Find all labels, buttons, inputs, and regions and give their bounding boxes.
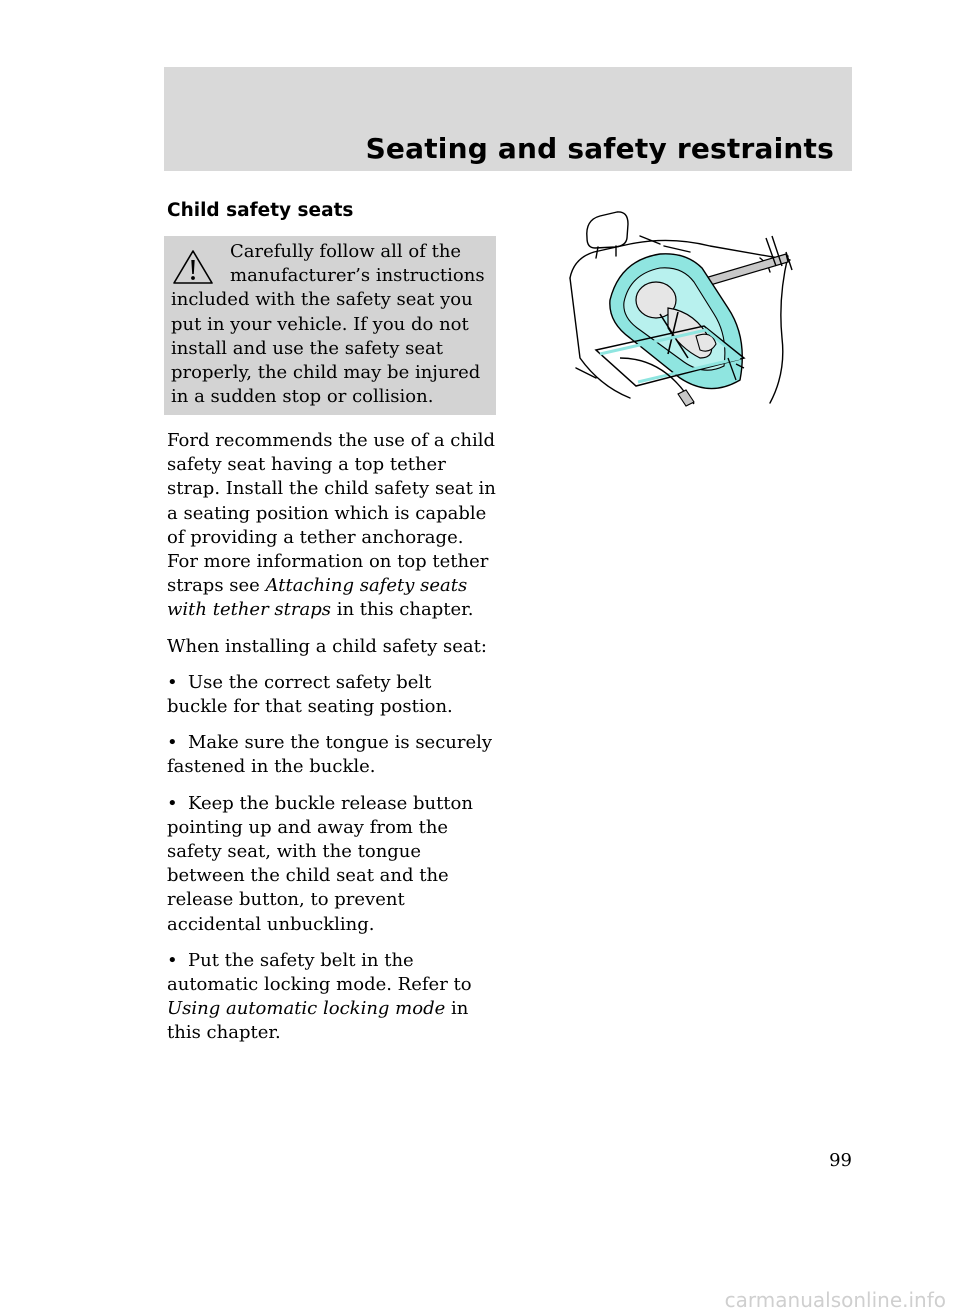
bullet-item [167, 792, 497, 937]
bullet-item [167, 671, 497, 719]
bullet-icon: • [167, 732, 178, 754]
paragraph-text: in this chapter. [330, 599, 474, 621]
child-safety-seat-illustration [560, 208, 840, 413]
page-header [164, 67, 852, 171]
page-title: Seating and safety restraints [365, 132, 834, 165]
bullet-icon: • [167, 671, 178, 693]
bullet-item [167, 949, 497, 1046]
page-number: 99 [829, 1150, 852, 1171]
bullet-text: Keep the buckle release button pointing up and away from the safety seat, with the tongue between the child seat and the release button, to prevent accidental unbuckling. [167, 792, 473, 935]
bullet-text: Use the correct safety belt buckle for that seating postion. [167, 671, 453, 718]
warning-box [164, 236, 496, 415]
install-intro: When installing a child safety seat: [167, 635, 487, 657]
bullet-icon: • [167, 949, 178, 971]
section-title: Child safety seats [167, 200, 354, 221]
bullet-item [167, 731, 497, 779]
warning-text: Carefully follow all of the manufacturer’s instructions included with the safety seat you put in your vehicle. If you do not install and use the safety seat properly, the child may be injured in a sudden stop or collision. [171, 241, 485, 408]
cross-reference: Attaching safety seats with tether straps [167, 575, 468, 621]
watermark: carmanualsonline.info [724, 1288, 946, 1312]
bullet-icon: • [167, 792, 178, 814]
bullet-text: in this chapter. [167, 998, 469, 1044]
cross-reference: Using automatic locking mode [167, 998, 446, 1020]
bullet-text: Make sure the tongue is securely fastened in the buckle. [167, 732, 493, 778]
paragraph-tether [167, 429, 497, 623]
bullet-text: Put the safety belt in the automatic locking mode. Refer to [167, 949, 472, 996]
paragraph-text: Ford recommends the use of a child safety seat having a top tether strap. Install the child safety seat in a seating position which is capable of providing a tether anchorage. For more information on top tether straps see [167, 430, 496, 597]
body-text [167, 429, 497, 1058]
